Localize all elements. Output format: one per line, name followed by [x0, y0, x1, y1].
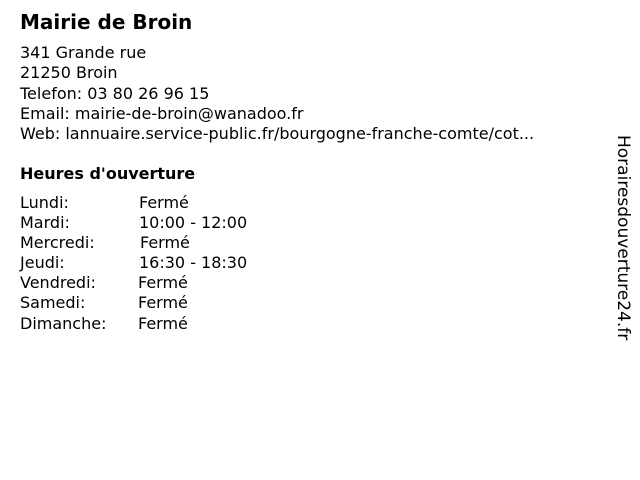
- address-street: 341 Grande rue: [20, 43, 147, 62]
- day-hours: Fermé: [138, 273, 188, 293]
- day-hours: Fermé: [138, 293, 188, 313]
- day-label: Lundi:: [20, 193, 69, 212]
- day-label: Samedi:: [20, 293, 86, 313]
- web-text: Web: lannuaire.service-public.fr/bourgogne-franche-comte/cot...: [20, 124, 535, 144]
- day-label: Jeudi:: [20, 253, 65, 273]
- day-hours: 10:00 - 12:00: [139, 213, 248, 233]
- place-title: Mairie de Broin: [20, 10, 193, 34]
- day-label: Mardi:: [20, 213, 70, 233]
- day-hours: Fermé: [139, 193, 189, 212]
- email-text: Email: mairie-de-broin@wanadoo.fr: [20, 103, 304, 123]
- day-hours: 16:30 - 18:30: [139, 253, 248, 273]
- day-label: Dimanche:: [20, 313, 107, 333]
- site-watermark-text: Horairesdouverture24.fr: [613, 135, 633, 341]
- site-watermark: [612, 135, 634, 385]
- contact-block: [20, 43, 534, 144]
- day-label: Vendredi:: [20, 273, 96, 293]
- day-hours: Fermé: [140, 233, 190, 253]
- day-label: Mercredi:: [20, 233, 95, 253]
- phone-text: Telefon: 03 80 26 96 15: [20, 83, 210, 103]
- day-hours: Fermé: [138, 313, 188, 333]
- hours-heading: Heures d'ouverture: [20, 164, 196, 183]
- address-city: 21250 Broin: [20, 63, 118, 83]
